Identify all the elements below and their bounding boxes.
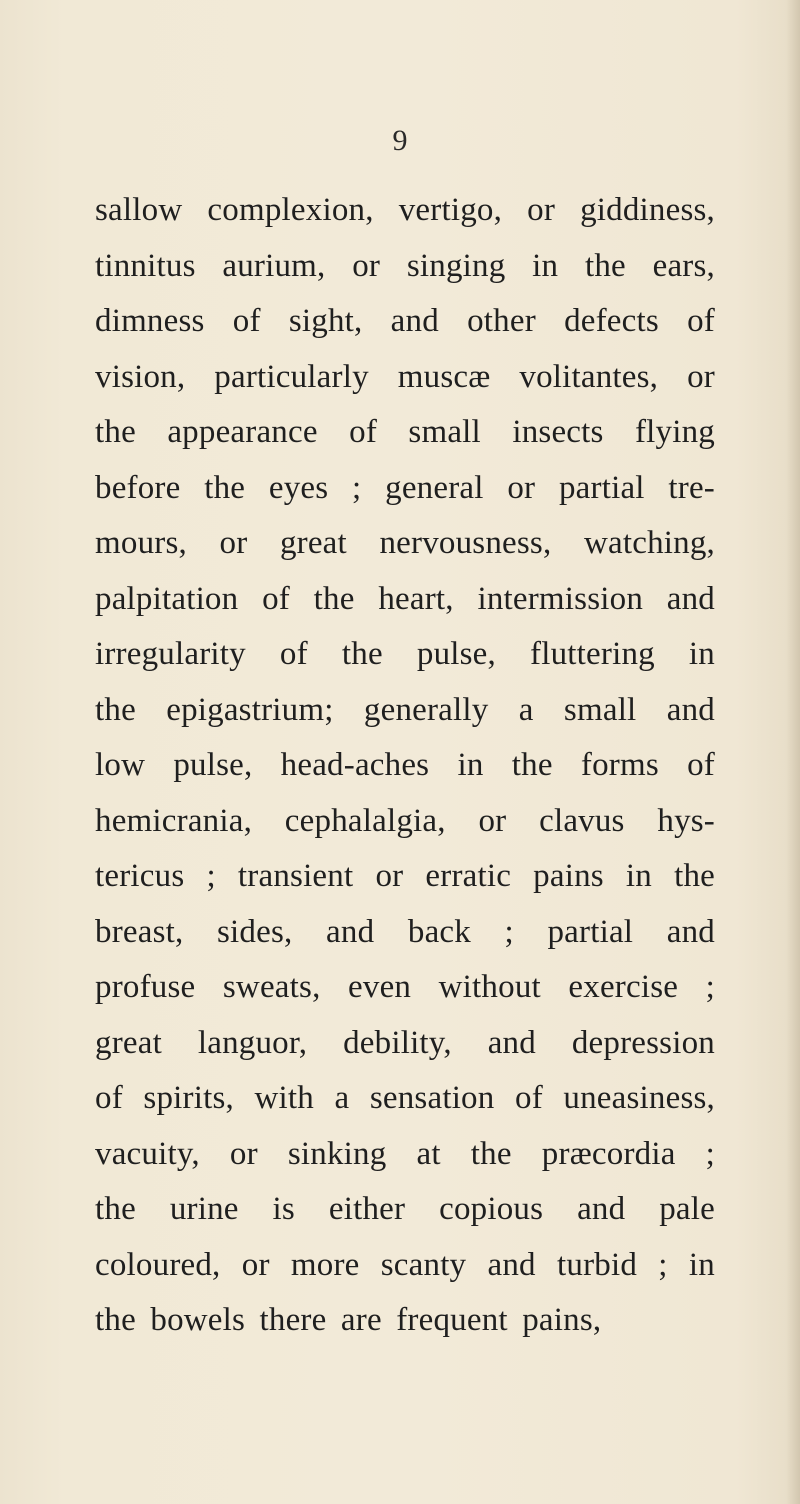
text-line: hemicrania, cephalalgia, or clavus hys-	[95, 802, 715, 839]
text-line: sallow complexion, vertigo, or giddiness,	[95, 192, 715, 228]
page-number: 9	[392, 124, 408, 157]
text-line: tinnitus aurium, or singing in the ears,	[95, 247, 715, 284]
text-line: breast, sides, and back ; partial and	[95, 913, 715, 950]
text-line: profuse sweats, even without exercise ;	[95, 969, 715, 1005]
text-line: low pulse, head-aches in the forms of	[95, 747, 715, 783]
text-line: the epigastrium; generally a small and	[95, 691, 715, 728]
text-line: coloured, or more scanty and turbid ; in	[95, 1246, 715, 1283]
text-line: irregularity of the pulse, fluttering in	[95, 636, 715, 672]
page-edge-shadow	[786, 0, 800, 1504]
text-line: vacuity, or sinking at the præcordia ;	[95, 1135, 715, 1172]
text-line: dimness of sight, and other defects of	[95, 303, 715, 339]
text-line: the bowels there are frequent pains,	[95, 1302, 602, 1338]
text-line: palpitation of the heart, intermission and	[95, 580, 715, 617]
text-line: great languor, debility, and depression	[95, 1024, 715, 1061]
text-line: mours, or great nervousness, watching,	[95, 525, 715, 561]
text-line: the urine is either copious and pale	[95, 1191, 715, 1227]
text-line: vision, particularly muscæ volitantes, or	[95, 358, 715, 395]
body-text	[95, 183, 715, 1349]
text-line: tericus ; transient or erratic pains in the	[95, 858, 715, 894]
text-line: the appearance of small insects flying	[95, 414, 715, 450]
text-line: of spirits, with a sensation of uneasiness,	[95, 1080, 715, 1116]
text-line: before the eyes ; general or partial tre-	[95, 469, 715, 506]
